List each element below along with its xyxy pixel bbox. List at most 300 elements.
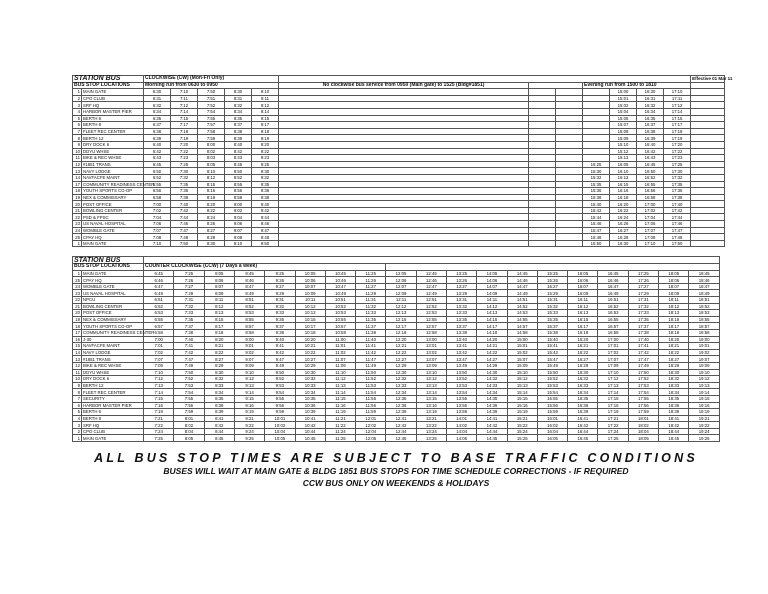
departure-time: 17:25 (628, 270, 658, 277)
empty-cell (556, 221, 583, 228)
stop-location: SRF HQ (82, 102, 144, 109)
departure-time: 14:13 (477, 310, 507, 317)
departure-time: 10:02 (265, 422, 295, 429)
departure-time: 17:00 (637, 201, 664, 208)
departure-time: 8:43 (225, 155, 252, 162)
stop-location: US NAVAL HOSPITAL (82, 221, 144, 228)
table-row (73, 240, 725, 247)
departure-time: 7:49 (174, 362, 204, 369)
departure-time: 7:11 (171, 95, 198, 102)
departure-time: 9:25 (234, 435, 264, 442)
departure-time: 11:24 (325, 428, 355, 435)
no-service-gap (279, 181, 529, 188)
counter-clockwise-table (72, 256, 720, 442)
stop-location: FLEET REC CENTER (82, 389, 144, 396)
departure-time: 7:38 (171, 194, 198, 201)
departure-time: 16:20 (568, 336, 598, 343)
departure-time: 15:09 (610, 135, 637, 142)
departure-time: 8:15 (204, 316, 234, 323)
departure-time: 19:21 (689, 415, 720, 422)
departure-time: 13:10 (416, 369, 446, 376)
table-row (73, 270, 720, 277)
departure-time: 18:09 (659, 290, 689, 297)
departure-time: 8:33 (204, 382, 234, 389)
departure-time: 12:05 (356, 435, 386, 442)
departure-time: 9:56 (265, 402, 295, 409)
no-service-gap (279, 95, 529, 102)
departure-time: 18:20 (659, 336, 689, 343)
cw-spacer (691, 82, 725, 89)
departure-time: 14:21 (477, 343, 507, 350)
stop-location: BERTH 8 (82, 415, 144, 422)
table-row (73, 422, 720, 429)
departure-time: 6:38 (144, 128, 171, 135)
departure-time: 8:27 (204, 356, 234, 363)
empty-cell (529, 221, 556, 228)
departure-time: 16:10 (610, 168, 637, 175)
table-row (73, 277, 720, 284)
departure-time (583, 148, 610, 155)
stop-number: 8 (73, 389, 82, 396)
stop-number: 21 (73, 207, 82, 214)
departure-time: 17:42 (628, 349, 658, 356)
table-row (73, 102, 725, 109)
table-row (73, 409, 720, 416)
departure-time: 16:42 (637, 148, 664, 155)
stop-number: 12 (73, 161, 82, 168)
departure-time: 7:13 (144, 382, 174, 389)
stop-number: 20 (73, 310, 82, 317)
departure-time: 14:17 (477, 323, 507, 330)
departure-time: 18:36 (659, 402, 689, 409)
stop-number: 25 (73, 277, 82, 284)
departure-time: 8:20 (198, 201, 225, 208)
departure-time: 17:01 (598, 343, 628, 350)
departure-time: 9:38 (265, 329, 295, 336)
stop-number: 1 (73, 89, 82, 96)
departure-time: 7:46 (171, 221, 198, 228)
departure-time: 17:40 (628, 336, 658, 343)
departure-time: 7:09 (144, 362, 174, 369)
departure-time: 16:45 (598, 270, 628, 277)
departure-time: 7:58 (198, 128, 225, 135)
departure-time: 16:17 (568, 323, 598, 330)
departure-time: 7:15 (144, 395, 174, 402)
departure-time: 16:35 (637, 115, 664, 122)
departure-time: 15:40 (583, 201, 610, 208)
empty-cell (556, 234, 583, 241)
stop-number: 7 (73, 395, 82, 402)
departure-time: 17:09 (598, 362, 628, 369)
departure-time: 11:55 (356, 395, 386, 402)
departure-time: 16:27 (568, 356, 598, 363)
departure-time: 10:36 (295, 402, 325, 409)
departure-time (583, 115, 610, 122)
departure-time: 16:42 (568, 422, 598, 429)
departure-time: 7:40 (171, 201, 198, 208)
table-row (73, 343, 720, 350)
stop-location: MAIN GATE (82, 270, 144, 277)
departure-time: 7:56 (174, 402, 204, 409)
departure-time: 7:04 (144, 214, 171, 221)
departure-time: 10:33 (295, 382, 325, 389)
departure-time: 11:01 (325, 343, 355, 350)
departure-time: 9:09 (234, 362, 264, 369)
departure-time: 8:30 (204, 369, 234, 376)
departure-time: 16:13 (568, 310, 598, 317)
departure-time: 16:43 (637, 155, 664, 162)
departure-time: 10:30 (295, 369, 325, 376)
departure-time: 13:00 (416, 336, 446, 343)
departure-time: 9:14 (252, 108, 279, 115)
departure-time: 6:37 (144, 122, 171, 129)
no-service-gap (279, 148, 529, 155)
stop-location: BOWLING CENTER (82, 207, 144, 214)
departure-time: 6:58 (144, 194, 171, 201)
departure-time: 6:55 (144, 181, 171, 188)
departure-time: 19:13 (689, 382, 720, 389)
departure-time: 18:47 (689, 283, 720, 290)
departure-time: 14:51 (507, 297, 537, 304)
departure-time: 8:50 (225, 168, 252, 175)
departure-time (556, 108, 583, 115)
departure-time: 9:22 (234, 422, 264, 429)
departure-time: 8:52 (234, 303, 264, 310)
departure-time: 15:53 (537, 382, 567, 389)
departure-time: 11:19 (325, 409, 355, 416)
empty-cell (556, 207, 583, 214)
departure-time: 10:41 (295, 415, 325, 422)
departure-time: 6:58 (144, 329, 174, 336)
departure-time: 12:22 (386, 349, 416, 356)
departure-time: 15:21 (507, 415, 537, 422)
departure-time: 15:02 (610, 102, 637, 109)
departure-time: 15:47 (583, 227, 610, 234)
table-row (73, 128, 725, 135)
departure-time: 8:00 (198, 141, 225, 148)
departure-time: 17:12 (664, 102, 691, 109)
stop-location: YOUTH SPORTS CO-OP (82, 188, 144, 195)
departure-time: 13:37 (447, 323, 477, 330)
departure-time: 8:42 (204, 422, 234, 429)
departure-time: 18:17 (659, 323, 689, 330)
departure-time: 7:30 (171, 168, 198, 175)
departure-time: 15:05 (610, 115, 637, 122)
departure-time: 12:58 (416, 329, 446, 336)
departure-time: 7:32 (171, 174, 198, 181)
departure-time: 13:07 (416, 356, 446, 363)
table-row (73, 297, 720, 304)
table-row (73, 402, 720, 409)
departure-time: 8:49 (234, 290, 264, 297)
departure-time: 10:44 (295, 428, 325, 435)
cw-morning-label: Morning run from 0630 to 0950 (144, 82, 279, 89)
departure-time: 17:46 (664, 221, 691, 228)
departure-time: 7:47 (171, 227, 198, 234)
departure-time: 7:10 (171, 89, 198, 96)
table-row (73, 290, 720, 297)
departure-time: 18:34 (659, 389, 689, 396)
departure-time: 16:30 (637, 89, 664, 96)
departure-time: 14:33 (477, 382, 507, 389)
stop-location: US NAVAL HOSPITAL (82, 290, 144, 297)
stop-number: 22 (73, 214, 82, 221)
table-row (73, 310, 720, 317)
departure-time: 17:06 (637, 221, 664, 228)
departure-time: 9:19 (252, 135, 279, 142)
departure-time: 17:22 (598, 422, 628, 429)
departure-time: 8:17 (204, 323, 234, 330)
departure-time: 9:50 (265, 369, 295, 376)
departure-time: 9:42 (265, 349, 295, 356)
departure-time: 18:58 (689, 329, 720, 336)
departure-time: 15:50 (583, 240, 610, 247)
departure-time: 7:37 (174, 323, 204, 330)
departure-time: 16:18 (610, 194, 637, 201)
departure-time: 12:52 (416, 303, 446, 310)
stop-location: CPAY HQ (82, 277, 144, 284)
departure-time: 9:55 (265, 395, 295, 402)
departure-time: 15:25 (537, 270, 567, 277)
departure-time: 12:15 (386, 316, 416, 323)
departure-time: 14:41 (477, 415, 507, 422)
departure-time: 18:32 (659, 376, 689, 383)
departure-time (556, 155, 583, 162)
departure-time: 19:07 (689, 356, 720, 363)
departure-time: 6:34 (144, 108, 171, 115)
cw-spacer (691, 221, 725, 228)
departure-time: 8:57 (234, 323, 264, 330)
departure-time: 19:19 (689, 409, 720, 416)
no-service-gap (279, 141, 529, 148)
departure-time: 8:52 (225, 174, 252, 181)
departure-time: 12:57 (416, 323, 446, 330)
table-row (73, 161, 725, 168)
departure-time: 10:04 (265, 428, 295, 435)
empty-cell (529, 89, 556, 96)
departure-time: 7:01 (144, 343, 174, 350)
empty-cell (556, 188, 583, 195)
departure-time (556, 148, 583, 155)
departure-time: 14:57 (507, 323, 537, 330)
departure-time: 18:18 (659, 329, 689, 336)
departure-time: 14:45 (507, 270, 537, 277)
departure-time: 19:22 (689, 422, 720, 429)
stop-location: MAIN GATE (82, 89, 144, 96)
cw-spacer (691, 214, 725, 221)
departure-time: 14:32 (477, 376, 507, 383)
departure-time: 14:02 (447, 422, 477, 429)
departure-time: 6:50 (144, 168, 171, 175)
departure-time: 17:07 (637, 227, 664, 234)
stop-location: DRY DOCK 6 (82, 376, 144, 383)
departure-time: 7:52 (198, 102, 225, 109)
departure-time: 15:13 (507, 382, 537, 389)
departure-time: 11:35 (356, 316, 386, 323)
departure-time: 13:33 (447, 310, 477, 317)
departure-time: 6:52 (144, 303, 174, 310)
departure-time: 11:56 (356, 402, 386, 409)
departure-time: 14:58 (507, 329, 537, 336)
empty-cell (529, 201, 556, 208)
departure-time: 13:16 (416, 402, 446, 409)
stop-location: DRY DOCK 6 (82, 141, 144, 148)
departure-time: 10:15 (295, 316, 325, 323)
stop-number: 18 (73, 323, 82, 330)
departure-time: 7:02 (144, 349, 174, 356)
departure-time: 6:46 (144, 277, 174, 284)
cw-spacer (691, 128, 725, 135)
cw-spacer (691, 89, 725, 96)
departure-time: 15:40 (537, 336, 567, 343)
departure-time: 12:49 (416, 290, 446, 297)
departure-time: 17:35 (664, 181, 691, 188)
table-row (73, 148, 725, 155)
empty-cell (529, 108, 556, 115)
stop-location: SECURITY (82, 395, 144, 402)
departure-time: 9:10 (225, 240, 252, 247)
departure-time: 8:32 (204, 376, 234, 383)
departure-time: 17:38 (628, 329, 658, 336)
wait-notice: BUSES WILL WAIT AT MAIN GATE & BLDG 1851 BUS STOPS FOR TIME SCHEDULE CORRECTIONS - IF REQUIRED (163, 466, 629, 476)
empty-cell (529, 174, 556, 181)
departure-time: 8:20 (204, 336, 234, 343)
table-row (73, 95, 725, 102)
departure-time: 13:41 (447, 343, 477, 350)
departure-time: 17:10 (598, 369, 628, 376)
departure-time: 14:05 (447, 435, 477, 442)
cw-spacer (691, 161, 725, 168)
departure-time: 14:07 (477, 283, 507, 290)
departure-time: 15:30 (583, 168, 610, 175)
stop-number: 13 (73, 356, 82, 363)
departure-time: 9:50 (252, 240, 279, 247)
departure-time: 16:20 (610, 201, 637, 208)
departure-time: 15:22 (507, 422, 537, 429)
departure-time: 14:46 (507, 277, 537, 284)
departure-time: 15:50 (537, 369, 567, 376)
departure-time: 11:27 (356, 283, 386, 290)
empty-cell (529, 194, 556, 201)
departure-time: 12:02 (356, 422, 386, 429)
departure-time: 15:14 (507, 389, 537, 396)
departure-time: 7:54 (174, 389, 204, 396)
departure-time: 15:27 (537, 283, 567, 290)
departure-time: 17:29 (628, 290, 658, 297)
stop-location: DDYU WHSE (82, 148, 144, 155)
departure-time: 15:25 (583, 161, 610, 168)
departure-time: 9:41 (265, 343, 295, 350)
departure-time: 15:56 (537, 402, 567, 409)
departure-time: 10:49 (325, 290, 355, 297)
departure-time: 8:55 (225, 181, 252, 188)
weekend-notice: CCW BUS ONLY ON WEEKENDS & HOLIDAYS (302, 478, 490, 488)
departure-time: 9:10 (252, 89, 279, 96)
empty-cell (556, 240, 583, 247)
departure-time: 11:32 (356, 303, 386, 310)
stop-number: 3 (73, 102, 82, 109)
departure-time: 16:30 (568, 369, 598, 376)
departure-time: 7:53 (174, 382, 204, 389)
departure-time (583, 122, 610, 129)
stop-number: 14 (73, 174, 82, 181)
departure-time: 10:47 (325, 283, 355, 290)
stop-number: 7 (73, 128, 82, 135)
departure-time: 8:37 (225, 122, 252, 129)
departure-time: 7:08 (144, 234, 171, 241)
departure-time: 17:18 (664, 128, 691, 135)
stop-number: 17 (73, 329, 82, 336)
departure-time: 18:52 (689, 303, 720, 310)
departure-time: 8:35 (225, 115, 252, 122)
table-row (73, 168, 725, 175)
departure-time: 14:04 (447, 428, 477, 435)
departure-time: 11:15 (325, 395, 355, 402)
stop-location: CPO CLUB (82, 428, 144, 435)
departure-time: 18:45 (659, 435, 689, 442)
departure-time: 9:00 (234, 336, 264, 343)
departure-time: 6:57 (144, 323, 174, 330)
departure-time: 8:46 (234, 277, 264, 284)
departure-time: 13:55 (447, 395, 477, 402)
table-row (73, 221, 725, 228)
departure-time: 11:38 (356, 329, 386, 336)
stop-number: 5 (73, 409, 82, 416)
departure-time: 14:49 (507, 290, 537, 297)
departure-time: 17:22 (664, 148, 691, 155)
cw-no-service: No clockwise bus service from 0950 (Main gate) to 1525 (Bldg#1851) (279, 82, 529, 89)
departure-time: 9:52 (265, 376, 295, 383)
departure-time: 19:02 (689, 349, 720, 356)
departure-time (556, 102, 583, 109)
departure-time (556, 135, 583, 142)
departure-time: 13:32 (447, 303, 477, 310)
departure-time: 10:13 (295, 310, 325, 317)
departure-time: 9:11 (252, 95, 279, 102)
stop-number: 15 (73, 343, 82, 350)
departure-time: 17:50 (664, 240, 691, 247)
departure-time: 17:02 (598, 349, 628, 356)
departure-time: 8:24 (198, 214, 225, 221)
table-row (73, 194, 725, 201)
departure-time: 11:54 (356, 389, 386, 396)
departure-time: 11:00 (325, 336, 355, 343)
departure-time: 15:49 (537, 362, 567, 369)
departure-time (583, 135, 610, 142)
departure-time: 6:56 (144, 188, 171, 195)
cw-spacer (691, 108, 725, 115)
departure-time: 13:40 (447, 336, 477, 343)
departure-time: 16:52 (598, 303, 628, 310)
departure-time: 9:07 (234, 356, 264, 363)
departure-time: 10:01 (265, 415, 295, 422)
departure-time: 17:36 (664, 188, 691, 195)
departure-time: 12:47 (416, 283, 446, 290)
table-row (73, 389, 720, 396)
cw-spacer (691, 181, 725, 188)
departure-time: 15:55 (537, 395, 567, 402)
departure-time: 7:48 (171, 234, 198, 241)
departure-time: 8:11 (204, 297, 234, 304)
stop-location: POST OFFICE (82, 201, 144, 208)
departure-time: 15:16 (507, 402, 537, 409)
departure-time: 11:09 (325, 362, 355, 369)
cw-spacer (691, 168, 725, 175)
cw-evening-label: Evening run from 1500 to 1810 (583, 82, 691, 89)
departure-time: 8:04 (174, 428, 204, 435)
departure-time: 10:45 (325, 270, 355, 277)
departure-time: 8:41 (204, 415, 234, 422)
